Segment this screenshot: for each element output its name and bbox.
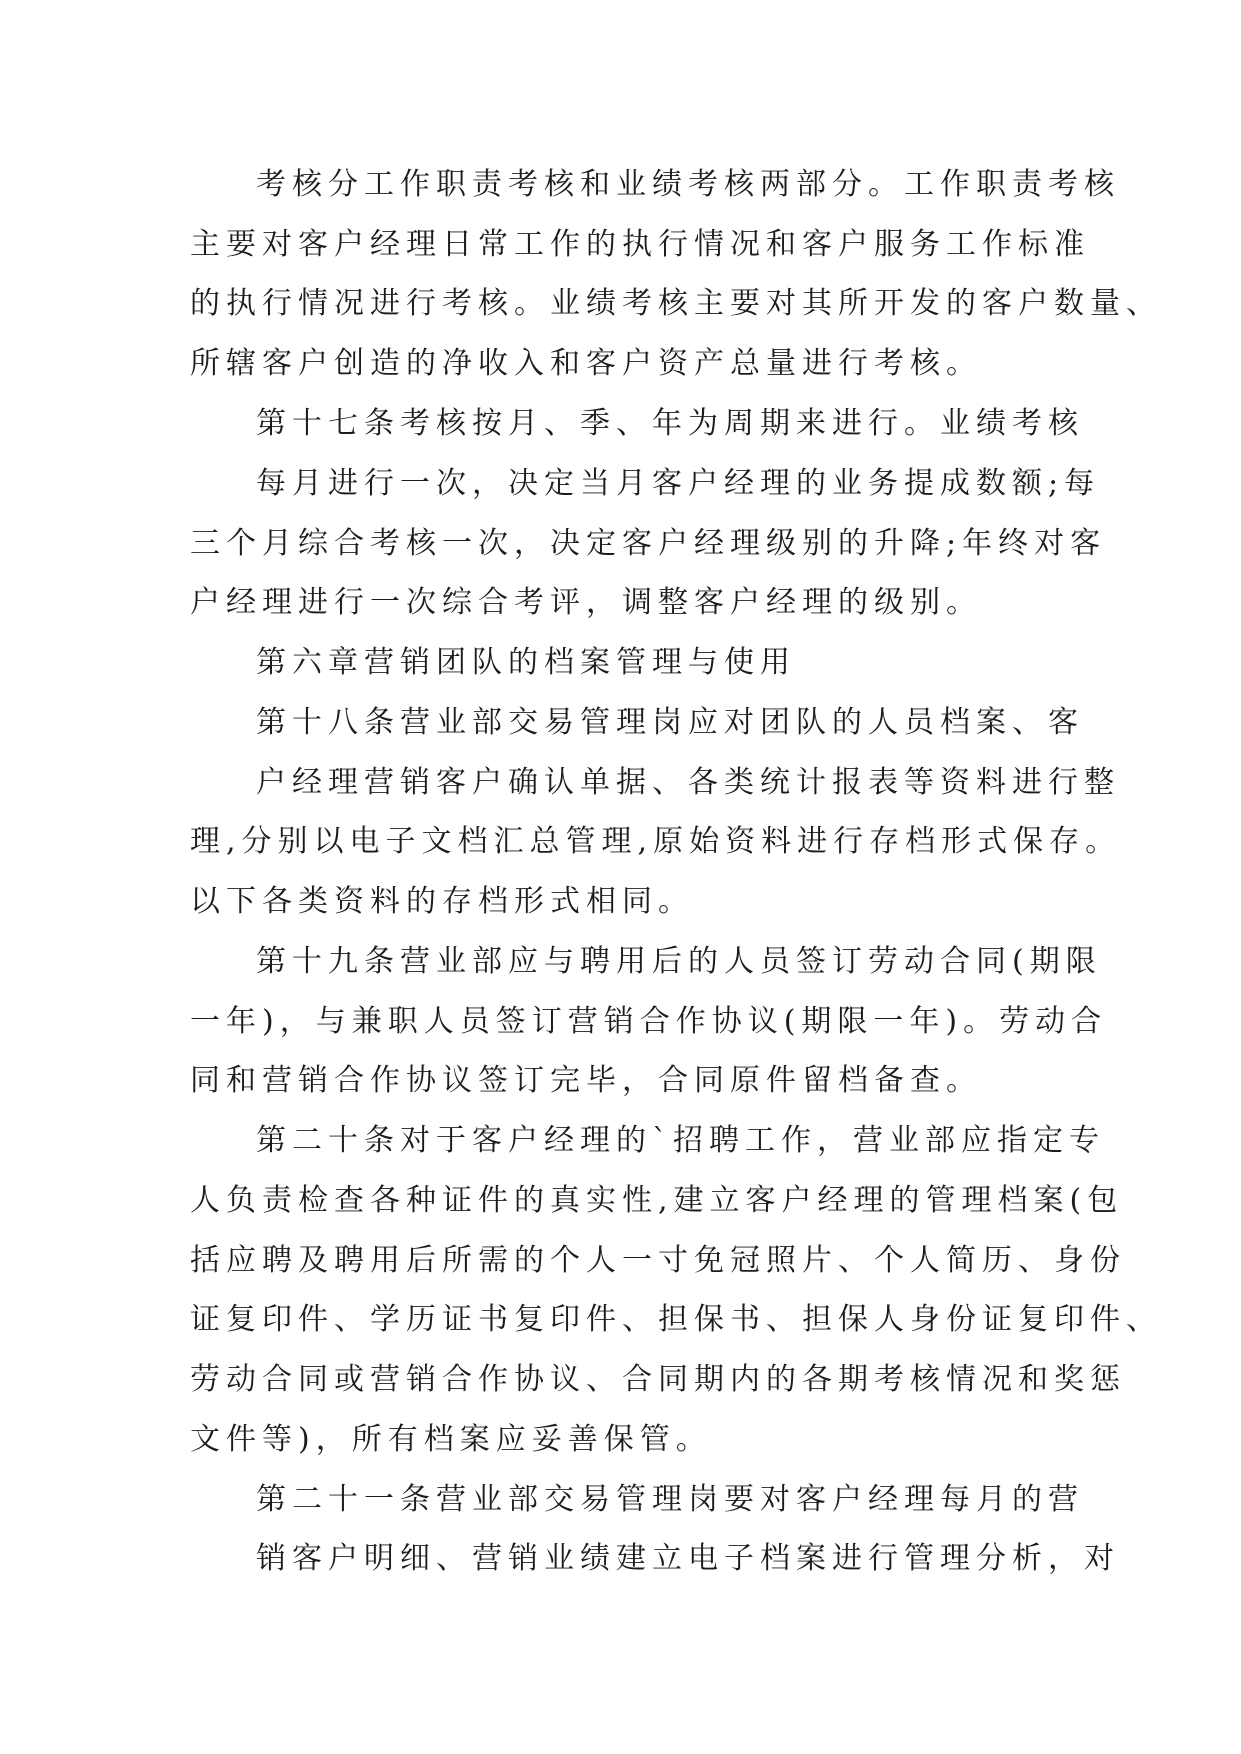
text-line-19: 括应聘及聘用后所需的个人一寸免冠照片、个人简历、身份 xyxy=(190,1243,1126,1278)
text-line-12: 理,分别以电子文档汇总管理,原始资料进行存档形式保存。 xyxy=(190,824,1122,859)
text-line-16: 同和营销合作协议签订完毕，合同原件留档备查。 xyxy=(190,1063,982,1098)
text-line-14: 第十九条营业部应与聘用后的人员签订劳动合同(期限 xyxy=(256,944,1102,979)
text-line-15: 一年)，与兼职人员签订营销合作协议(期限一年)。劳动合 xyxy=(190,1004,1108,1039)
text-line-18: 人负责检查各种证件的真实性,建立客户经理的管理档案(包 xyxy=(190,1183,1124,1218)
text-line-24: 销客户明细、营销业绩建立电子档案进行管理分析，对 xyxy=(256,1541,1120,1576)
text-line-4: 所辖客户创造的净收入和客户资产总量进行考核。 xyxy=(190,346,982,381)
text-line-1: 考核分工作职责考核和业绩考核两部分。工作职责考核 xyxy=(256,167,1120,202)
text-line-10: 第十八条营业部交易管理岗应对团队的人员档案、客 xyxy=(256,705,1084,740)
text-line-5: 第十七条考核按月、季、年为周期来进行。业绩考核 xyxy=(256,406,1084,441)
text-line-17: 第二十条对于客户经理的`招聘工作，营业部应指定专 xyxy=(256,1123,1105,1158)
text-line-6: 每月进行一次，决定当月客户经理的业务提成数额;每 xyxy=(256,466,1101,501)
text-line-3: 的执行情况进行考核。业绩考核主要对其所开发的客户数量、 xyxy=(190,286,1162,321)
chapter-heading: 第六章营销团队的档案管理与使用 xyxy=(256,645,796,680)
text-line-11: 户经理营销客户确认单据、各类统计报表等资料进行整 xyxy=(256,765,1120,800)
text-line-7: 三个月综合考核一次，决定客户经理级别的升降;年终对客 xyxy=(190,526,1107,561)
text-line-22: 文件等)，所有档案应妥善保管。 xyxy=(190,1422,712,1457)
text-line-2: 主要对客户经理日常工作的执行情况和客户服务工作标准 xyxy=(190,227,1090,262)
text-line-8: 户经理进行一次综合考评，调整客户经理的级别。 xyxy=(190,585,982,620)
text-line-23: 第二十一条营业部交易管理岗要对客户经理每月的营 xyxy=(256,1482,1084,1517)
text-line-20: 证复印件、学历证书复印件、担保书、担保人身份证复印件、 xyxy=(190,1302,1162,1337)
text-line-13: 以下各类资料的存档形式相同。 xyxy=(190,884,694,919)
text-line-21: 劳动合同或营销合作协议、合同期内的各期考核情况和奖惩 xyxy=(190,1362,1126,1397)
